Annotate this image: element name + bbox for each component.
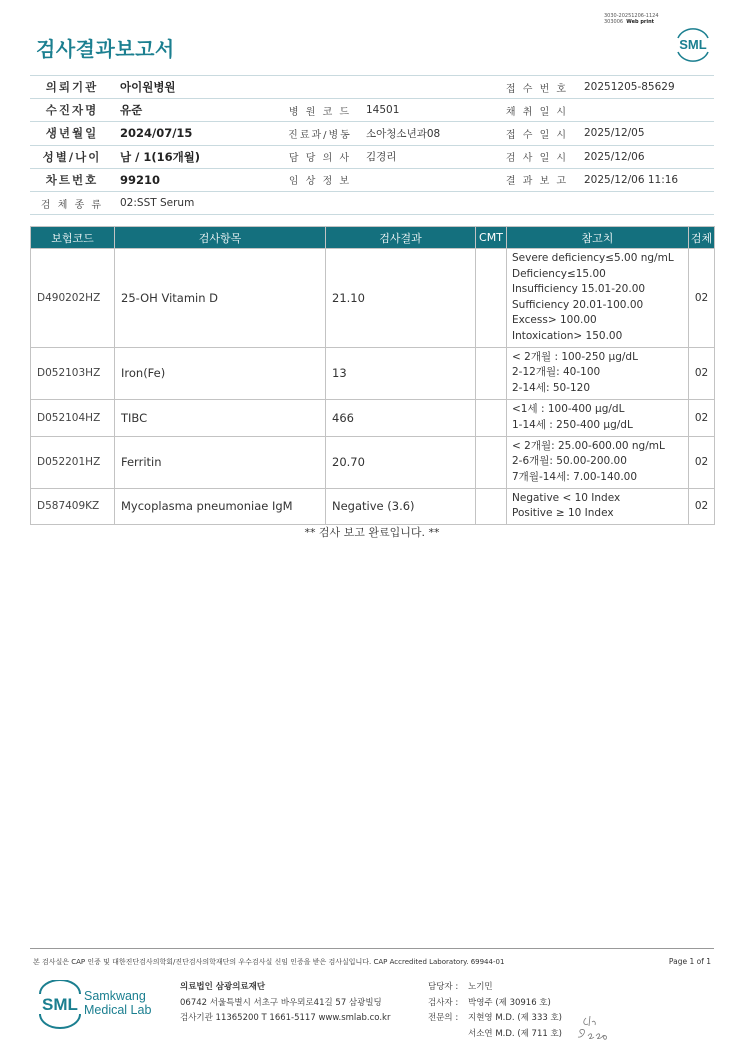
result-row bbox=[31, 436, 715, 488]
info-row bbox=[30, 76, 714, 99]
signature-icon bbox=[576, 1010, 610, 1044]
info-row bbox=[30, 168, 714, 191]
test-result: Negative (3.6) bbox=[326, 488, 476, 524]
results-header-cell: CMT bbox=[476, 227, 507, 249]
info-label: 생년월일 bbox=[30, 122, 114, 145]
report-code-number: 303006 bbox=[604, 19, 624, 25]
insurance-code: D052103HZ bbox=[31, 347, 115, 399]
info-value: 2024/07/15 bbox=[114, 122, 280, 145]
results-table bbox=[30, 226, 715, 525]
info-row bbox=[30, 145, 714, 168]
patient-info-table bbox=[30, 75, 714, 215]
page-number: Page 1 of 1 bbox=[668, 957, 711, 966]
results-header-row bbox=[31, 227, 715, 249]
specimen-code: 02 bbox=[689, 249, 715, 348]
info-label: 성별/나이 bbox=[30, 145, 114, 168]
specimen-value: 02:SST Serum bbox=[114, 191, 714, 214]
staff-info bbox=[428, 980, 562, 1042]
reference-line: 7개월-14세: 7.00-140.00 bbox=[512, 470, 638, 483]
reference-range bbox=[507, 436, 689, 488]
insurance-code: D052104HZ bbox=[31, 399, 115, 436]
sml-logo-icon bbox=[674, 26, 712, 62]
reference-line: 2-6개월: 50.00-200.00 bbox=[512, 455, 627, 468]
reference-line: Negative < 10 Index bbox=[512, 491, 621, 504]
info-label: 결 과 보 고 bbox=[496, 168, 578, 191]
info-value: 99210 bbox=[114, 168, 280, 191]
lab-name-line1: Samkwang bbox=[84, 989, 146, 1003]
info-value: 남 / 1(16개월) bbox=[114, 145, 280, 168]
info-label: 검 사 일 시 bbox=[496, 145, 578, 168]
result-row bbox=[31, 488, 715, 524]
org-info bbox=[180, 980, 390, 1027]
reference-range bbox=[507, 399, 689, 436]
info-label: 채 취 일 시 bbox=[496, 99, 578, 122]
test-result: 13 bbox=[326, 347, 476, 399]
org-name: 의료법인 삼광의료재단 bbox=[180, 982, 266, 992]
reference-line: Intoxication> 150.00 bbox=[512, 329, 623, 342]
comment bbox=[476, 436, 507, 488]
info-value: 14501 bbox=[360, 99, 496, 122]
results-header-cell: 검사항목 bbox=[115, 227, 326, 249]
reference-line: 2-14세: 50-120 bbox=[512, 381, 591, 394]
info-value bbox=[360, 168, 496, 191]
specimen-code: 02 bbox=[689, 399, 715, 436]
test-result: 20.70 bbox=[326, 436, 476, 488]
info-value: 2025/12/05 bbox=[578, 122, 714, 145]
logo-text: SML bbox=[42, 995, 78, 1014]
lab-name-line2: Medical Lab bbox=[84, 1003, 152, 1017]
reference-line: <1세 : 100-400 μg/dL bbox=[512, 402, 625, 415]
org-contact: 검사기관 11365200 T 1661-5117 www.smlab.co.kr bbox=[180, 1013, 391, 1023]
result-row bbox=[31, 399, 715, 436]
reference-line: < 2개월 : 100-250 μg/dL bbox=[512, 350, 638, 363]
result-row bbox=[31, 249, 715, 348]
info-row bbox=[30, 99, 714, 122]
info-value: 아이원병원 bbox=[114, 76, 280, 99]
report-code-line2 bbox=[604, 19, 659, 25]
footer-divider bbox=[30, 948, 714, 949]
test-result: 21.10 bbox=[326, 249, 476, 348]
test-result: 466 bbox=[326, 399, 476, 436]
comment bbox=[476, 249, 507, 348]
info-value: 20251205-85629 bbox=[578, 76, 714, 99]
test-item: Mycoplasma pneumoniae IgM bbox=[115, 488, 326, 524]
result-row bbox=[31, 347, 715, 399]
staff-row bbox=[428, 980, 562, 996]
staff-role: 전문의 : bbox=[428, 1013, 459, 1023]
results-header-cell: 검사결과 bbox=[326, 227, 476, 249]
reference-line: Insufficiency 15.01-20.00 bbox=[512, 283, 646, 296]
reference-line: Severe deficiency≤5.00 ng/mL bbox=[512, 252, 674, 264]
insurance-code: D490202HZ bbox=[31, 249, 115, 348]
staff-row bbox=[428, 1027, 562, 1043]
results-header-cell: 참고치 bbox=[507, 227, 689, 249]
specimen-code: 02 bbox=[689, 347, 715, 399]
staff-role: 담당자 : bbox=[428, 982, 459, 992]
info-value: 소아청소년과08 bbox=[360, 122, 496, 145]
info-label: 접 수 일 시 bbox=[496, 122, 578, 145]
test-item: 25-OH Vitamin D bbox=[115, 249, 326, 348]
results-header-cell: 보험코드 bbox=[31, 227, 115, 249]
info-label: 의뢰기관 bbox=[30, 76, 114, 99]
staff-name: 박영주 (제 30916 호) bbox=[468, 997, 551, 1008]
page-title: 검사결과보고서 bbox=[36, 37, 175, 61]
info-value bbox=[360, 76, 496, 99]
test-item: Ferritin bbox=[115, 436, 326, 488]
test-item: Iron(Fe) bbox=[115, 347, 326, 399]
staff-name: 지현영 M.D. (제 333 호) bbox=[468, 1013, 563, 1023]
info-label: 접 수 번 호 bbox=[496, 76, 578, 99]
report-code bbox=[604, 13, 659, 25]
insurance-code: D587409KZ bbox=[31, 488, 115, 524]
insurance-code: D052201HZ bbox=[31, 436, 115, 488]
info-value: 2025/12/06 bbox=[578, 145, 714, 168]
specimen-label: 검 체 종 류 bbox=[30, 191, 114, 214]
logo-text: SML bbox=[679, 37, 707, 52]
specimen-row bbox=[30, 191, 714, 214]
info-label: 임 상 정 보 bbox=[280, 168, 360, 191]
info-value: 2025/12/06 11:16 bbox=[578, 168, 714, 191]
certification-text: 본 검사실은 CAP 인증 및 대한진단검사의학회/진단검사의학재단의 우수검사실 신임 인증을 받은 검사실입니다. CAP Accredited Laboratory. 69944-01 bbox=[33, 958, 505, 966]
comment bbox=[476, 399, 507, 436]
info-row bbox=[30, 122, 714, 145]
reference-line: Sufficiency 20.01-100.00 bbox=[512, 298, 644, 311]
completion-notice: ** 검사 보고 완료입니다. ** bbox=[304, 526, 440, 539]
results-header-cell: 검체 bbox=[689, 227, 715, 249]
specimen-code: 02 bbox=[689, 488, 715, 524]
web-print-label: Web print bbox=[626, 19, 655, 25]
info-label: 담 당 의 사 bbox=[280, 145, 360, 168]
comment bbox=[476, 488, 507, 524]
reference-range bbox=[507, 347, 689, 399]
staff-row bbox=[428, 996, 562, 1012]
reference-line: Excess> 100.00 bbox=[512, 314, 597, 327]
reference-line: Deficiency≤15.00 bbox=[512, 267, 606, 280]
test-item: TIBC bbox=[115, 399, 326, 436]
lab-name bbox=[84, 989, 151, 1017]
info-value: 김경리 bbox=[360, 145, 496, 168]
staff-name: 서소연 M.D. (제 711 호) bbox=[468, 1028, 563, 1039]
info-label: 진료과/병동 bbox=[280, 122, 360, 145]
info-label: 차트번호 bbox=[30, 168, 114, 191]
staff-role: 검사자 : bbox=[428, 997, 459, 1008]
reference-range bbox=[507, 249, 689, 348]
info-value bbox=[578, 99, 714, 122]
info-value: 유준 bbox=[114, 99, 280, 122]
info-label: 수진자명 bbox=[30, 99, 114, 122]
comment bbox=[476, 347, 507, 399]
info-label bbox=[280, 76, 360, 99]
specimen-code: 02 bbox=[689, 436, 715, 488]
staff-name: 노기민 bbox=[468, 982, 493, 992]
info-label: 병 원 코 드 bbox=[280, 99, 360, 122]
reference-line: < 2개월: 25.00-600.00 ng/mL bbox=[512, 439, 665, 452]
staff-role bbox=[428, 1027, 468, 1043]
reference-line: Positive ≥ 10 Index bbox=[512, 507, 614, 520]
reference-line: 2-12개월: 40-100 bbox=[512, 366, 601, 379]
reference-line: 1-14세 : 250-400 μg/dL bbox=[512, 418, 633, 431]
reference-range bbox=[507, 488, 689, 524]
staff-row bbox=[428, 1011, 562, 1027]
org-address: 06742 서울특별시 서초구 바우뫼로41길 57 삼광빌딩 bbox=[180, 997, 382, 1008]
report-code-line1: 3030-20251206-1124 bbox=[604, 13, 659, 19]
